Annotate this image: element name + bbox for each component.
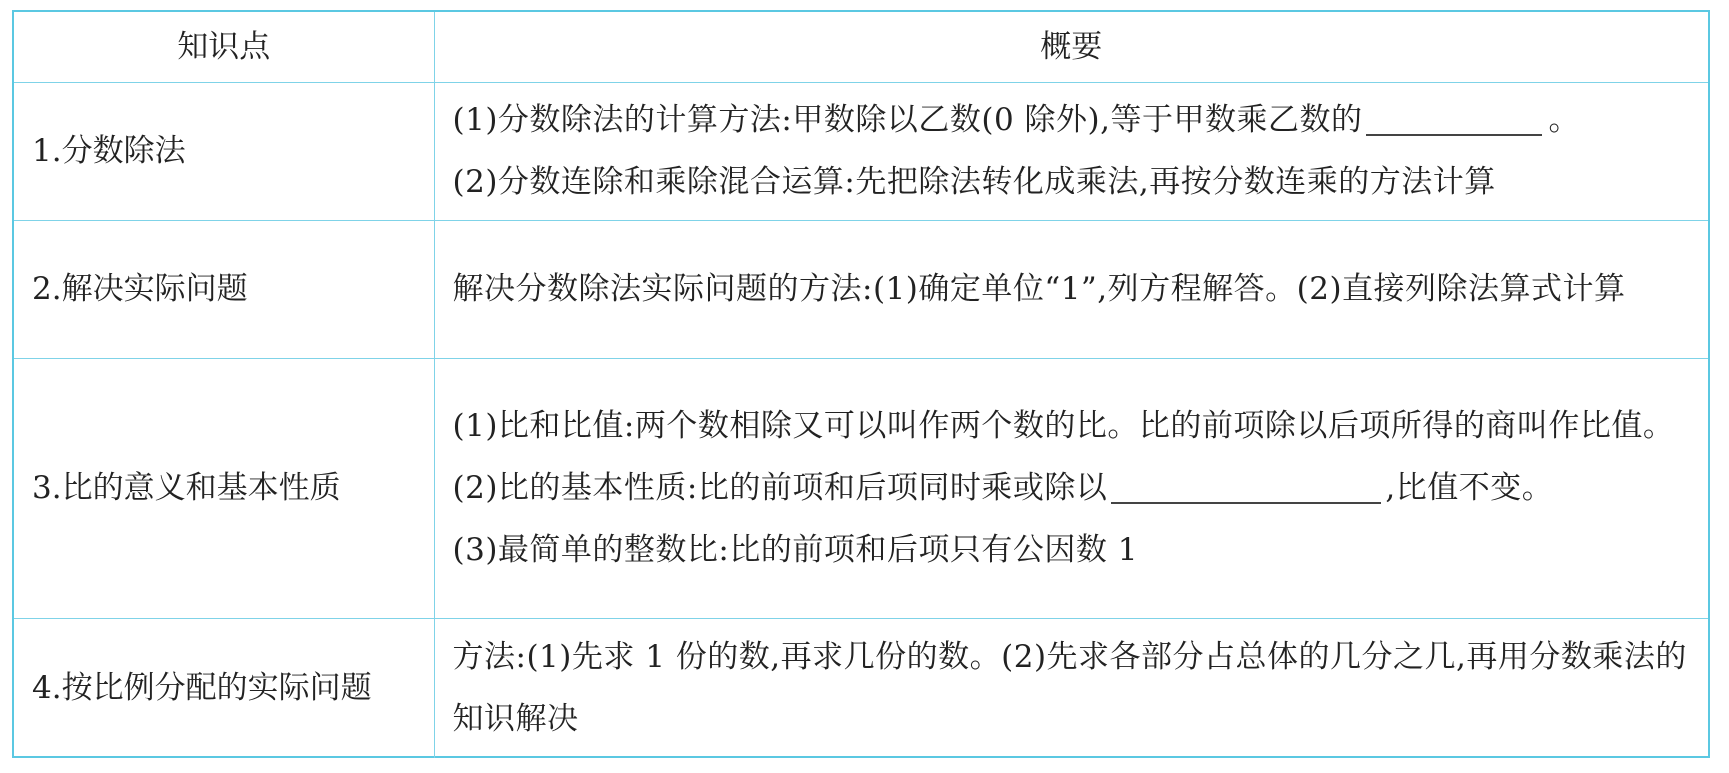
knowledge-summary-table xyxy=(12,10,1710,758)
table-row xyxy=(14,358,1708,618)
summary-text: ,比值不变。 xyxy=(1385,470,1554,506)
summary-cell xyxy=(434,220,1708,358)
summary-line xyxy=(453,89,1699,151)
summary-line: (3)最简单的整数比:比的前项和后项只有公因数 1 xyxy=(452,532,1138,568)
topic-cell: 2.解决实际问题 xyxy=(14,220,434,358)
summary-cell xyxy=(434,82,1708,220)
summary-text: 。 xyxy=(1548,102,1580,138)
table-row xyxy=(14,220,1708,358)
fill-in-blank xyxy=(1366,94,1542,136)
summary-text: (1)分数除法的计算方法:甲数除以乙数(0 除外),等于甲数乘乙数的 xyxy=(452,102,1363,138)
fill-in-blank xyxy=(1111,462,1381,504)
table-header-row xyxy=(14,12,1708,82)
topic-cell: 1.分数除法 xyxy=(14,82,434,220)
topic-cell: 3.比的意义和基本性质 xyxy=(14,358,434,618)
summary-text: 方法:(1)先求 1 份的数,再求几份的数。(2)先求各部分占总体的几分之几,再用分数乘法的知识解决 xyxy=(452,639,1687,738)
summary-text: (2)比的基本性质:比的前项和后项同时乘或除以 xyxy=(452,470,1108,506)
table-row xyxy=(14,618,1708,758)
summary-line xyxy=(453,457,1699,519)
summary-cell xyxy=(434,358,1708,618)
summary-line: (1)比和比值:两个数相除又可以叫作两个数的比。比的前项除以后项所得的商叫作比值。 xyxy=(452,408,1675,444)
topic-cell: 4.按比例分配的实际问题 xyxy=(14,618,434,758)
header-topic: 知识点 xyxy=(14,12,434,82)
table-row xyxy=(14,82,1708,220)
table xyxy=(14,12,1708,758)
summary-cell xyxy=(434,618,1708,758)
summary-line: (2)分数连除和乘除混合运算:先把除法转化成乘法,再按分数连乘的方法计算 xyxy=(452,164,1496,200)
header-summary: 概要 xyxy=(434,12,1708,82)
summary-text: 解决分数除法实际问题的方法:(1)确定单位“1”,列方程解答。(2)直接列除法算式计算 xyxy=(452,271,1626,307)
